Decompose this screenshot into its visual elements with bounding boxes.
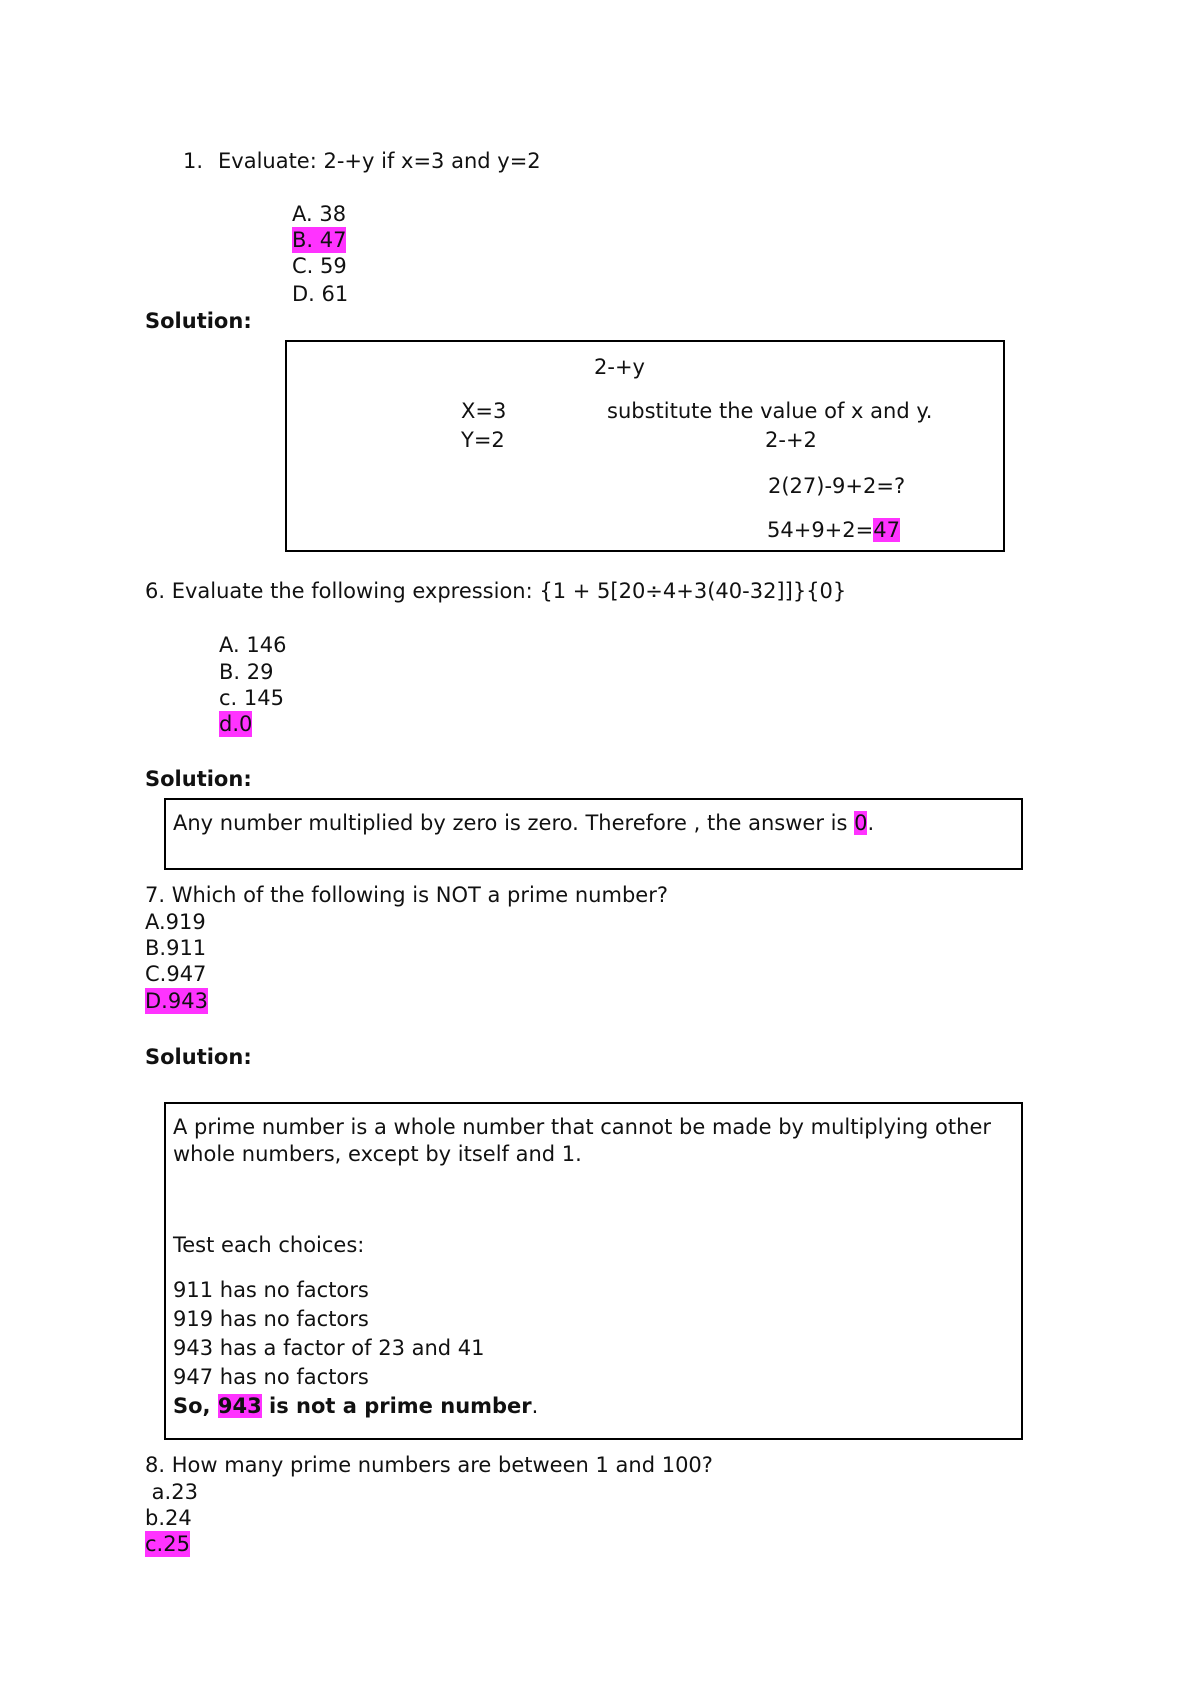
q6-solution-suffix: . [867, 811, 875, 835]
q1-solution-box [285, 340, 1005, 552]
q1-solution-expr: 2-+y [594, 355, 645, 379]
q6-solution-prefix: Any number multiplied by zero is zero. Therefore , the answer is [173, 811, 855, 835]
q7-solution-label: Solution: [145, 1045, 252, 1069]
q7-definition-line2: whole numbers, except by itself and 1. [173, 1142, 582, 1166]
q1-solution-step3 [767, 517, 900, 543]
q7-fact-2: 919 has no factors [173, 1307, 369, 1331]
q6-option-a: A. 146 [219, 633, 287, 657]
q1-solution-step1: 2-+2 [765, 428, 817, 452]
q7-option-a: A.919 [145, 910, 206, 934]
q1-solution-x: X=3 [461, 399, 507, 423]
q1-solution-label: Solution: [145, 309, 252, 333]
q8-option-b: b.24 [145, 1506, 192, 1530]
q1-question: Evaluate: 2-+y if x=3 and y=2 [218, 149, 541, 173]
q7-option-c: C.947 [145, 962, 207, 986]
q6-option-c: c. 145 [219, 686, 284, 710]
q7-question: 7. Which of the following is NOT a prime number? [145, 883, 668, 907]
q1-solution-answer: 47 [873, 518, 900, 542]
q1-solution-instruction: substitute the value of x and y. [607, 399, 933, 423]
q1-option-d: D. 61 [292, 282, 349, 306]
q7-definition-line1: A prime number is a whole number that cannot be made by multiplying other [173, 1115, 991, 1139]
q7-fact-4: 947 has no factors [173, 1365, 369, 1389]
q1-option-b: B. 47 [292, 228, 347, 252]
q7-option-d: D.943 [145, 989, 208, 1013]
q7-option-b: B.911 [145, 936, 207, 960]
q7-conclusion-suffix: is not a prime number [261, 1394, 532, 1418]
q7-fact-3: 943 has a factor of 23 and 41 [173, 1336, 485, 1360]
q1-option-c: C. 59 [292, 254, 347, 278]
q8-option-a: a.23 [145, 1480, 198, 1504]
q6-option-b: B. 29 [219, 660, 274, 684]
q7-solution-box [164, 1102, 1023, 1440]
q7-conclusion-answer: 943 [217, 1394, 262, 1418]
q7-fact-1: 911 has no factors [173, 1278, 369, 1302]
q6-solution-box [164, 798, 1023, 870]
q1-solution-step2: 2(27)-9+2=? [768, 474, 906, 498]
q6-solution-answer: 0 [854, 811, 868, 835]
q1-option-a: A. 38 [292, 202, 347, 226]
q1-solution-step3-prefix: 54+9+2= [767, 518, 874, 542]
q8-question: 8. How many prime numbers are between 1 and 100? [145, 1453, 713, 1477]
q6-solution-text [173, 810, 874, 836]
q8-option-c: c.25 [145, 1532, 190, 1556]
q6-option-d: d.0 [219, 712, 253, 736]
q7-conclusion [173, 1393, 538, 1419]
q7-test-line: Test each choices: [173, 1233, 365, 1257]
q7-conclusion-end: . [531, 1394, 539, 1418]
q1-number: 1. [183, 149, 204, 173]
q1-solution-y: Y=2 [461, 428, 505, 452]
q6-question: 6. Evaluate the following expression: {1 + 5[20÷4+3(40-32]]}{0} [145, 579, 847, 603]
q7-conclusion-prefix: So, [173, 1394, 218, 1418]
q6-solution-label: Solution: [145, 767, 252, 791]
